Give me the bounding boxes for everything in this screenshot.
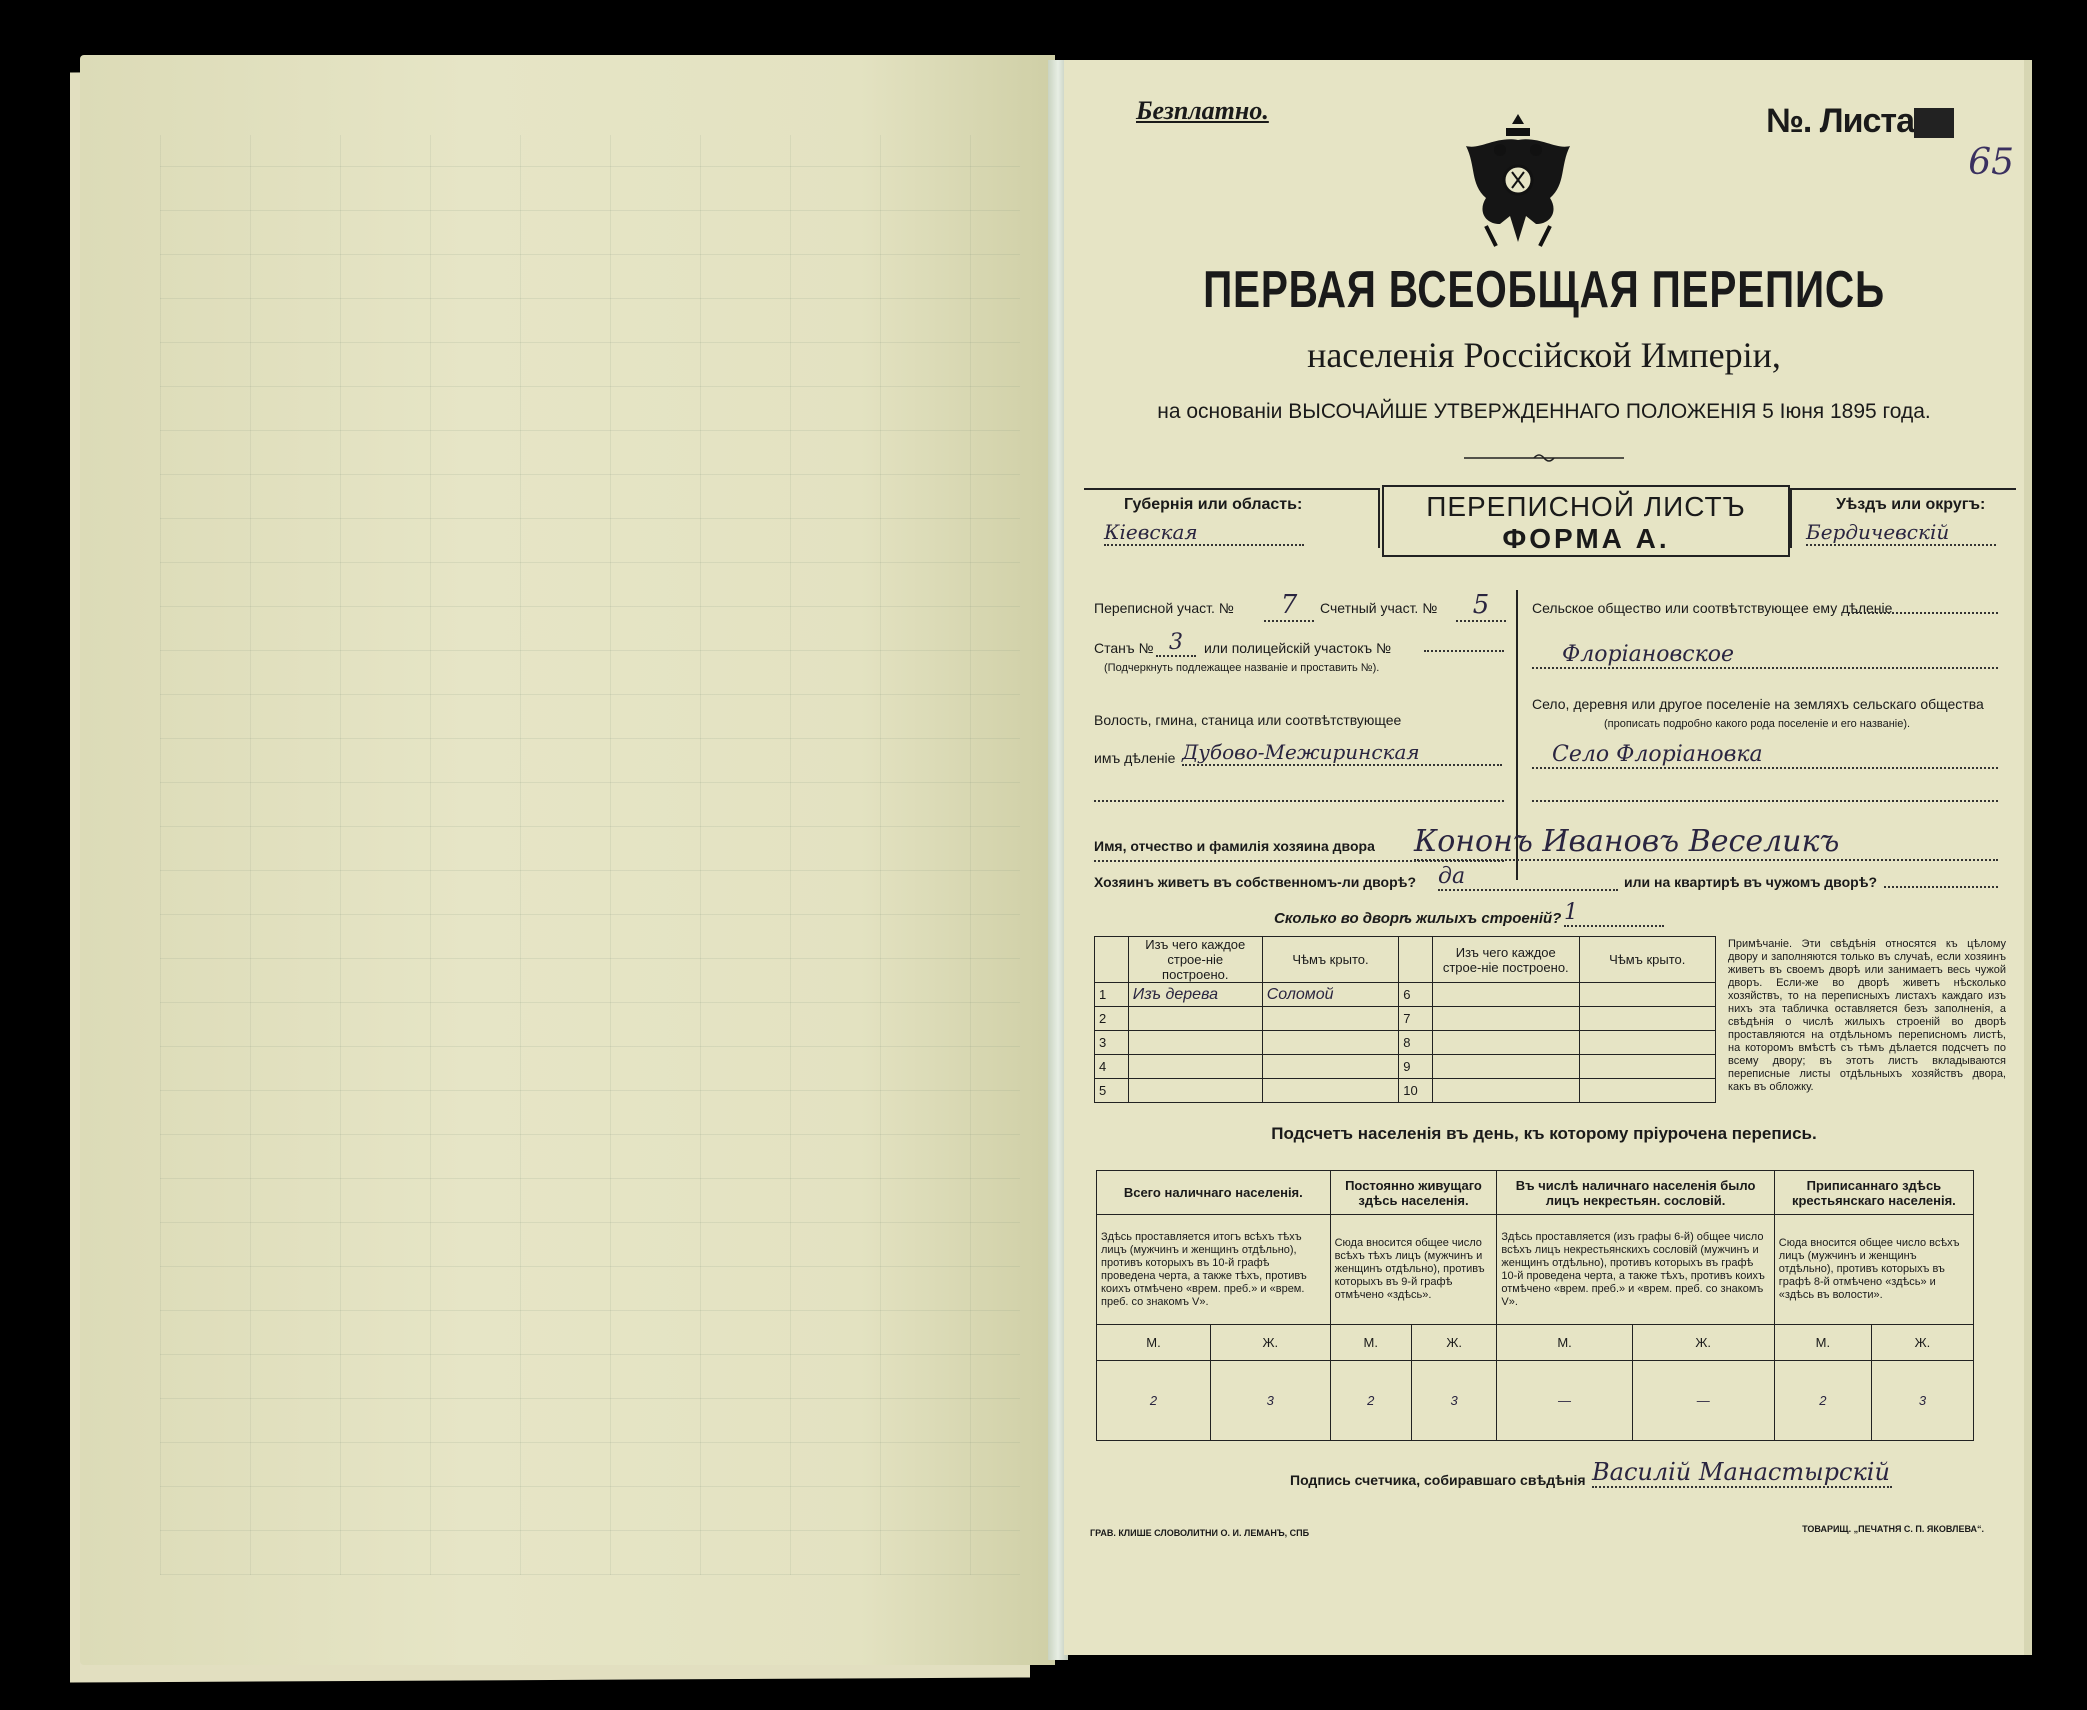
non-peasant-female: — <box>1632 1361 1774 1441</box>
col-roof-2: Чѣмъ крыто. <box>1579 937 1716 983</box>
free-stamp: Безплатно. <box>1136 96 1269 125</box>
province-box <box>1084 488 1380 548</box>
count-heading: Подсчетъ населенія въ день, къ которому пріурочена перепись. <box>1271 1124 1817 1143</box>
row-number: 4 <box>1095 1055 1129 1079</box>
owner-name-label: Имя, отчество и фамилія хозяина двора <box>1094 838 1375 854</box>
society-blank <box>1848 612 1998 614</box>
header-non-peasant: Въ числѣ наличнаго населенія было лицъ некрестьян. сословій. <box>1497 1171 1774 1215</box>
owner-name-value: Кононъ Ивановъ Веселикъ <box>1414 824 1998 861</box>
table-row <box>1095 1031 1716 1055</box>
male-header: М. <box>1497 1325 1632 1361</box>
form-subtitle: населенія Россійской Имперіи, <box>1307 335 1781 375</box>
header-present: Всего наличнаго населенія. <box>1097 1171 1331 1215</box>
desc-present: Здѣсь проставляется итогъ всѣхъ тѣхъ лицъ (мужчинъ и женщинъ отдѣльно), противъ которыхъ въ 10-й графѣ проведена черта, а также тѣхъ, противъ коихъ отмѣчено «врем. преб.» и «врем. преб. со знакомъ V». <box>1097 1215 1331 1325</box>
row1-roof: Соломой <box>1262 983 1398 1007</box>
header-resident: Постоянно живущаго здѣсь населенія. <box>1330 1171 1497 1215</box>
ornament-divider <box>1464 452 1624 464</box>
province-label: Губернія или область: <box>1124 496 1303 513</box>
census-area-value: 7 <box>1264 590 1314 622</box>
census-area-label: Переписной участ. № <box>1094 600 1234 616</box>
present-male: 2 <box>1097 1361 1211 1441</box>
count-area-label: Счетный участ. № <box>1320 600 1438 616</box>
row-number: 9 <box>1399 1055 1433 1079</box>
form-type-box <box>1382 485 1790 557</box>
volost-value: Дубово-Межиринская <box>1182 740 1502 766</box>
rent-blank <box>1884 886 1998 888</box>
form-legal-basis: на основаніи ВЫСОЧАЙШЕ УТВЕРЖДЕННАГО ПОЛОЖЕНІЯ 5 Іюня 1895 года. <box>1157 400 1931 423</box>
rent-label: или на квартирѣ въ чужомъ дворѣ? <box>1624 874 1878 890</box>
col-material-2: Изъ чего каждое строе-ніе построено. <box>1433 937 1579 983</box>
male-header: М. <box>1330 1325 1411 1361</box>
row-number: 2 <box>1095 1007 1129 1031</box>
district-label: Уѣздъ или округъ: <box>1836 496 1986 513</box>
non-peasant-male: — <box>1497 1361 1632 1441</box>
form-title: ПЕРВАЯ ВСЕОБЩАЯ ПЕРЕПИСЬ <box>1203 261 1885 319</box>
signature-label: Подпись счетчика, собиравшаго свѣдѣнія <box>1290 1472 1586 1488</box>
col-material: Изъ чего каждое строе-ніе построено. <box>1128 937 1262 983</box>
desc-non-peasant: Здѣсь проставляется (изъ графы 6-й) общее число всѣхъ лицъ некрестьянскихъ сословій (мужчинъ и женщинъ отдѣльно), противъ которыхъ въ графѣ 10-й проведена черта, а также тѣхъ, противъ коихъ отмѣчено «врем. преб.» и «врем. преб. со знакомъ V». <box>1497 1215 1774 1325</box>
buildings-table <box>1094 936 1716 1103</box>
sheet-number-label: №. Листа <box>1766 102 1954 141</box>
desc-resident: Сюда вносится общее число всѣхъ тѣхъ лицъ (мужчинъ и женщинъ отдѣльно), противъ которыхъ въ 9-й графѣ отмѣчено «здѣсь». <box>1330 1215 1497 1325</box>
registered-male: 2 <box>1774 1361 1871 1441</box>
bleed-through-grid <box>160 135 1020 1575</box>
left-page-blank <box>80 55 1055 1665</box>
female-header: Ж. <box>1871 1325 1973 1361</box>
female-header: Ж. <box>1411 1325 1496 1361</box>
table-row <box>1095 1055 1716 1079</box>
own-yard-label: Хозяинъ живетъ въ собственномъ-ли дворѣ? <box>1094 874 1417 890</box>
male-header: М. <box>1774 1325 1871 1361</box>
stan-value: 3 <box>1156 630 1196 657</box>
volost-blank-line <box>1094 800 1504 802</box>
printer-right: ТОВАРИЩ. „ПЕЧАТНЯ С. П. ЯКОВЛЕВА“. <box>1802 1524 1984 1534</box>
resident-male: 2 <box>1330 1361 1411 1441</box>
header-registered: Приписаннаго здѣсь крестьянскаго населенія. <box>1774 1171 1973 1215</box>
village-note: (прописать подробно какого рода поселеніе и его названіе). <box>1604 718 1911 730</box>
present-female: 3 <box>1210 1361 1330 1441</box>
female-header: Ж. <box>1210 1325 1330 1361</box>
population-count-table <box>1096 1170 1974 1441</box>
signature-value: Василій Манастырскій <box>1592 1458 1892 1488</box>
village-label: Село, деревня или другое поселеніе на земляхъ сельскаго общества <box>1532 696 1984 712</box>
table-row <box>1095 1007 1716 1031</box>
underline-note: (Подчеркнуть подлежащее названіе и проставить №). <box>1104 662 1380 674</box>
province-value: Кіевская <box>1104 520 1304 546</box>
table-row <box>1095 1079 1716 1103</box>
row1-material: Изъ дерева <box>1128 983 1262 1007</box>
imperial-eagle-icon <box>1456 106 1580 256</box>
volost-label-2: имъ дѣленіе <box>1094 750 1176 766</box>
buildings-value: 1 <box>1564 900 1664 927</box>
row-number: 5 <box>1095 1079 1129 1103</box>
registered-female: 3 <box>1871 1361 1973 1441</box>
police-area-label: или полицейскій участокъ № <box>1204 640 1392 656</box>
form-type-line2: ФОРМА А. <box>1502 523 1670 554</box>
count-area-value: 5 <box>1456 590 1506 622</box>
village-value: Село Флоріановка <box>1532 742 1998 769</box>
buildings-label: Сколько во дворѣ жилыхъ строеній? <box>1274 910 1562 927</box>
male-header: М. <box>1097 1325 1211 1361</box>
society-label: Сельское общество или соотвѣтствующее ему дѣленіе <box>1532 600 1893 616</box>
own-yard-value: да <box>1438 864 1618 891</box>
census-form-page <box>1064 60 2032 1655</box>
row-number: 1 <box>1095 983 1129 1007</box>
row-number: 3 <box>1095 1031 1129 1055</box>
female-header: Ж. <box>1632 1325 1774 1361</box>
volost-label: Волость, гмина, станица или соотвѣтствующее <box>1094 712 1402 728</box>
row-number: 6 <box>1399 983 1433 1007</box>
police-area-value <box>1424 650 1504 652</box>
district-box <box>1790 488 2016 548</box>
row-number: 7 <box>1399 1007 1433 1031</box>
table-row <box>1095 983 1716 1007</box>
form-type-line1: ПЕРЕПИСНОЙ ЛИСТЪ <box>1426 491 1746 522</box>
row-number: 10 <box>1399 1079 1433 1103</box>
remark-note: Примѣчаніе. Эти свѣдѣнія относятся къ цѣлому двору и заполняются только въ случаѣ, если хозяинъ живетъ въ своемъ дворѣ или занимаетъ весь чужой дворъ. Если-же во дворѣ живетъ нѣсколько хозяйствъ, то на переписныхъ листахъ каждаго изъ нихъ эта табличка оставляется безъ заполненія, а свѣдѣнія о числѣ жилыхъ строеній во дворѣ проставляются на отдѣльномъ переписномъ листѣ, на которомъ вмѣстѣ съ тѣмъ дѣлается подсчетъ по всему двору; въ этотъ листъ вкладываются переписные листы отдѣльныхъ хозяйствъ двора, какъ въ обложку. <box>1728 938 2006 1093</box>
society-value: Флоріановское <box>1532 642 1998 669</box>
district-value: Бердичевскій <box>1806 520 1996 546</box>
village-blank-line <box>1532 800 1998 802</box>
page-number: 65 <box>1968 142 2014 183</box>
printer-left: ГРАВ. КЛИШЕ СЛОВОЛИТНИ О. И. ЛЕМАНЪ, СПБ <box>1090 1528 1310 1538</box>
desc-registered: Сюда вносится общее число всѣхъ лицъ (мужчинъ и женщинъ отдѣльно), противъ которыхъ въ графѣ 8-й отмѣчено «здѣсь» и «здѣсь въ волости». <box>1774 1215 1973 1325</box>
resident-female: 3 <box>1411 1361 1496 1441</box>
stan-label: Станъ № <box>1094 640 1154 656</box>
col-roof: Чѣмъ крыто. <box>1262 937 1398 983</box>
row-number: 8 <box>1399 1031 1433 1055</box>
